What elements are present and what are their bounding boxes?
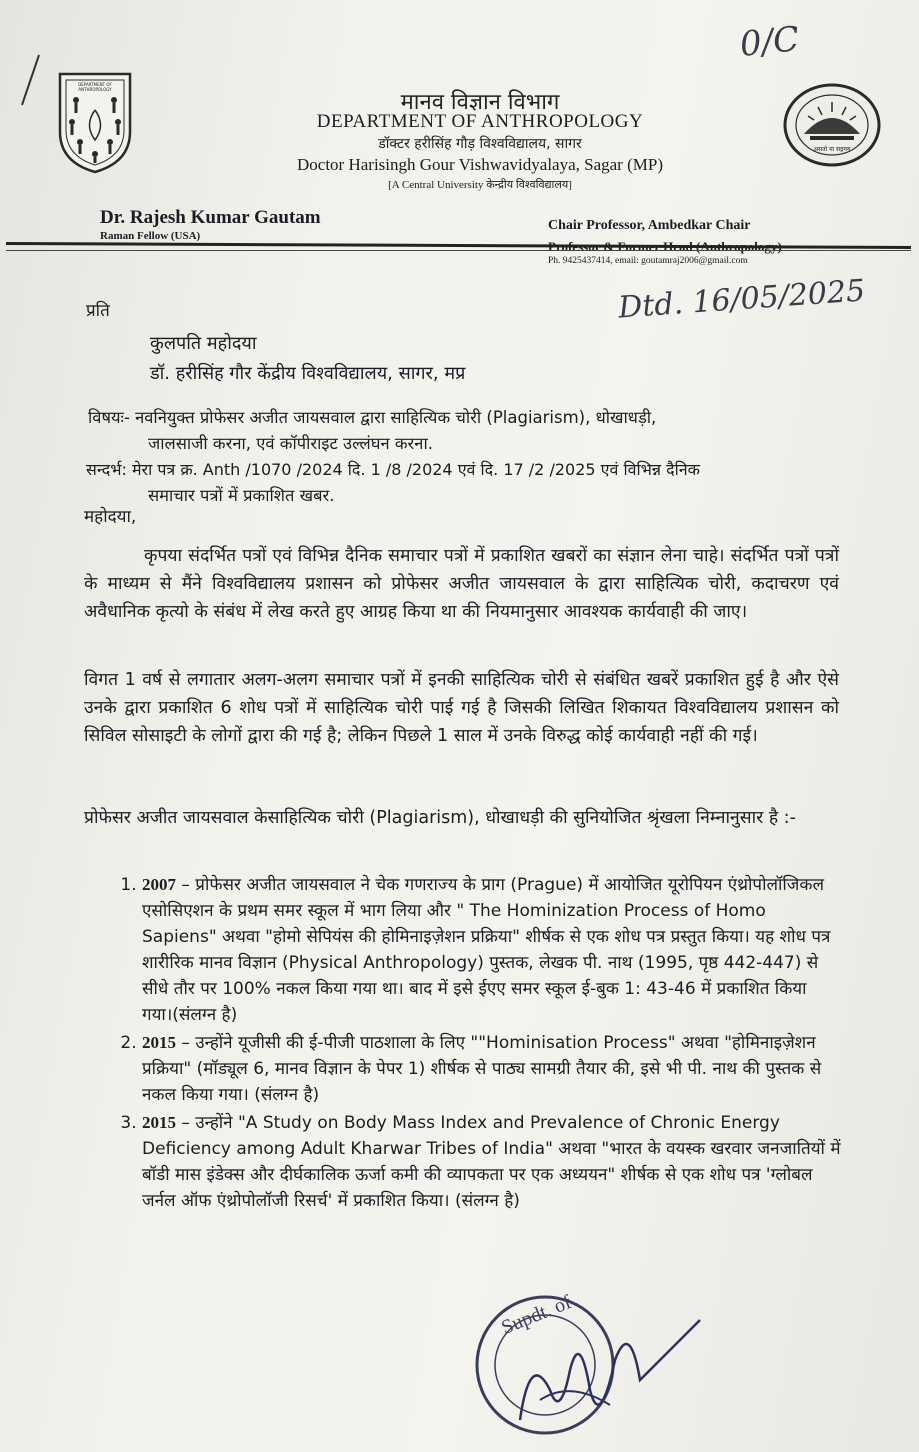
dept-name-english: DEPARTMENT OF ANTHROPOLOGY [316, 111, 644, 132]
list-item-year: 2007 [142, 875, 176, 894]
reference-line-1: सन्दर्भ: मेरा पत्र क्र. Anth /1070 /2024 दि. 1 /8 /2024 एवं दि. 17 /2 /2025 एवं विभिन्न दैनिक [86, 460, 700, 479]
sender-chair: Chair Professor, Ambedkar Chair [548, 218, 751, 233]
dept-name-hindi: मानव विज्ञान विभाग [400, 90, 560, 115]
corner-mark: 0/C [738, 19, 802, 65]
department-logo [56, 70, 134, 174]
list-item-year: 2015 [142, 1113, 176, 1132]
list-item [142, 1110, 842, 1214]
central-university-label: [A Central University केन्द्रीय विश्वविद्यालय] [388, 179, 572, 191]
prati-label: प्रति [86, 301, 110, 321]
signature [480, 1290, 730, 1450]
paragraph-3: प्रोफेसर अजीत जायसवाल केसाहित्यिक चोरी (Plagiarism), धोखाधड़ी की सुनियोजित श्रृंखला निम्नानुसार है :- [84, 808, 796, 828]
paragraph-2: विगत 1 वर्ष से लगातार अलग-अलग समाचार पत्रों में इनकी साहित्यिक चोरी से संबंधित खबरें प्रकाशित हुई है और ऐसे उनके द्वारा प्रकाशित 6 शोध पत्रों में साहित्यिक चोरी पाई गई है जिसकी लिखित शिकायत विश्वविद्यालय प्रशासन को सिविल सोसाइटी के लोगों द्वारा की गई है; लेकिन पिछले 1 साल में उनके विरुद्ध कोई कार्यवाही नहीं की गई। [84, 670, 839, 746]
header-divider-thin [6, 250, 911, 251]
university-name-hindi: डॉक्टर हरीसिंह गौड़ विश्वविद्यालय, सागर [378, 136, 582, 152]
handwritten-date: Dtd. 16/05/2025 [617, 273, 867, 326]
list-item-year: 2015 [142, 1033, 176, 1052]
recipient-title: कुलपति महोदया [150, 333, 257, 354]
list-item-text: – प्रोफेसर अजीत जायसवाल ने चेक गणराज्य के प्राग (Prague) में आयोजित यूरोपियन एंथ्रोपोलॉजिकल एसोसिएशन के प्रथम समर स्कूल में भाग लिया और " The Hominization Process of Homo Sapiens" अथवा "होमो सेपियंस की होमिनाइज़ेशन प्रक्रिया" शीर्षक से एक शोध पत्र प्रस्तुत किया। यह शोध पत्र शारीरिक मानव विज्ञान (Physical Anthropology) पुस्तक, लेखक पी. नाथ (1995, पृष्ठ 442-447) से सीधे तौर पर 100% नकल किया गया था। बाद में इसे ईएए समर स्कूल ई-बुक 1: 43-46 में प्रकाशित किया गया।(संलग्न है) [142, 875, 831, 1025]
list-item [142, 872, 842, 1028]
sender-name: Dr. Rajesh Kumar Gautam [100, 207, 321, 228]
margin-pen-stroke [14, 50, 44, 110]
subject-line-2: जालसाजी करना, एवं कॉपीराइट उल्लंघन करना. [148, 434, 433, 453]
recipient-university: डॉ. हरीसिंह गौर केंद्रीय विश्वविद्यालय, सागर, मप्र [150, 363, 466, 384]
plagiarism-list [112, 872, 842, 1216]
salutation: महोदया, [84, 507, 137, 527]
list-item-text: – उन्होंने यूजीसी की ई-पीजी पाठशाला के लिए ""Hominisation Process" अथवा "होमिनाइज़ेशन प्रक्रिया" (मॉड्यूल 6, मानव विज्ञान के पेपर 1) शीर्षक से पाठ्य सामग्री तैयार की, इसे भी पी. नाथ की पुस्तक से नकल किया गया। (संलग्न है) [142, 1033, 822, 1105]
reference-line-2: समाचार पत्रों में प्रकाशित खबर. [148, 486, 335, 505]
sender-contact: Ph. 9425437414, email: goutamraj2006@gmail.com [548, 256, 748, 266]
stamp-text: Supdt. of [498, 1291, 575, 1339]
right-seal-text: असतो मा सद्गमय [813, 146, 851, 153]
left-seal-text: DEPARTMENT OF ANTHROPOLOGY [78, 82, 112, 92]
university-name-english: Doctor Harisingh Gour Vishwavidyalaya, Sagar (MP) [297, 155, 663, 174]
subject-line-1: विषयः- नवनियुक्त प्रोफेसर अजीत जायसवाल द्वारा साहित्यिक चोरी (Plagiarism), धोखाधड़ी, [88, 408, 657, 427]
university-seal [782, 82, 882, 168]
paragraph-1: कृपया संदर्भित पत्रों एवं विभिन्न दैनिक समाचार पत्रों में प्रकाशित खबरों का संज्ञान लेना चाहे। संदर्भित पत्रों पत्रों के माध्यम से मैंने विश्वविद्यालय प्रशासन को प्रोफेसर अजीत जायसवाल के द्वारा साहित्यिक चोरी, कदाचरण एवं अवैधानिक कृत्यो के संबंध में लेख करते हुए आग्रह किया था की नियमानुसार आवश्यक कार्यवाही की जाए। [84, 546, 839, 622]
list-item [142, 1030, 842, 1108]
sender-fellowship: Raman Fellow (USA) [100, 230, 201, 242]
list-item-text: – उन्होंने "A Study on Body Mass Index and Prevalence of Chronic Energy Deficiency among Adult Kharwar Tribes of India" अथवा "भारत के वयस्क खरवार जनजातियों में बॉडी मास इंडेक्स और दीर्घकालिक ऊर्जा कमी की व्यापकता पर एक अध्ययन" शीर्षक से एक शोध पत्र 'ग्लोबल जर्नल ऑफ एंथ्रोपोलॉजी रिसर्च' में प्रकाशित किया। (संलग्न है) [142, 1113, 841, 1211]
